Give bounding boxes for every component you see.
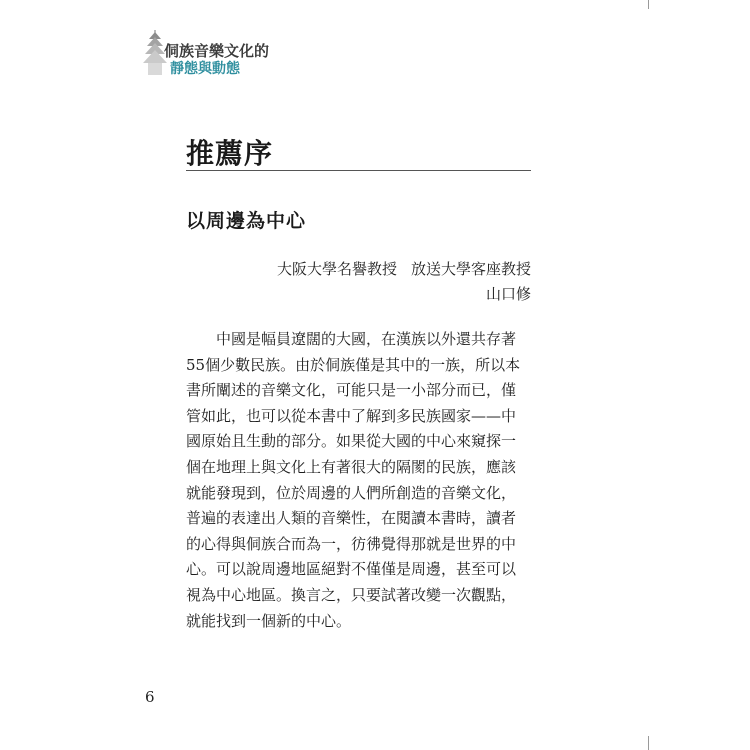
body-line: 書所闡述的音樂文化，可能只是一小部分而已，僅	[186, 381, 517, 400]
body-line: 個在地理上與文化上有著很大的隔閡的民族，應該	[186, 457, 517, 476]
book-logo	[142, 30, 270, 80]
crop-mark-top	[648, 0, 649, 9]
body-paragraph	[186, 327, 536, 634]
body-line: 55個少數民族。由於侗族僅是其中的一族，所以本	[186, 355, 521, 374]
body-line: 中國是幅員遼闊的大國，在漢族以外還共存著	[216, 330, 517, 348]
logo-title-line1: 侗族音樂文化的	[164, 42, 270, 60]
body-line: 的心得與侗族合而為一，彷彿覺得那就是世界的中	[186, 534, 517, 553]
body-line: 管如此，也可以從本書中了解到多民族國家——中	[186, 406, 517, 425]
body-line: 國原始且生動的部分。如果從大國的中心來窺探一	[186, 432, 517, 451]
crop-mark-bottom	[648, 736, 649, 750]
logo-title-line2: 靜態與動態	[170, 61, 240, 77]
chapter-rule	[186, 170, 531, 171]
body-line: 普遍的表達出人類的音樂性，在閱讀本書時，讀者	[186, 509, 517, 528]
author-affiliation-1: 大阪大學名譽教授	[276, 260, 397, 278]
body-line: 就能發現到，位於周邊的人們所創造的音樂文化，	[186, 483, 517, 502]
page-number: 6	[145, 688, 155, 706]
author-affiliation-2: 放送大學客座教授	[410, 260, 531, 278]
chapter-title: 推薦序	[186, 137, 274, 170]
body-line: 視為中心地區。換言之，只要試著改變一次觀點，	[186, 585, 517, 604]
author-name: 山口修	[485, 285, 531, 303]
body-line: 心。可以說周邊地區絕對不僅僅是周邊，甚至可以	[186, 560, 517, 579]
section-title: 以周邊為中心	[186, 210, 307, 232]
author-affiliation	[277, 258, 531, 279]
body-line: 就能找到一個新的中心。	[186, 611, 352, 630]
